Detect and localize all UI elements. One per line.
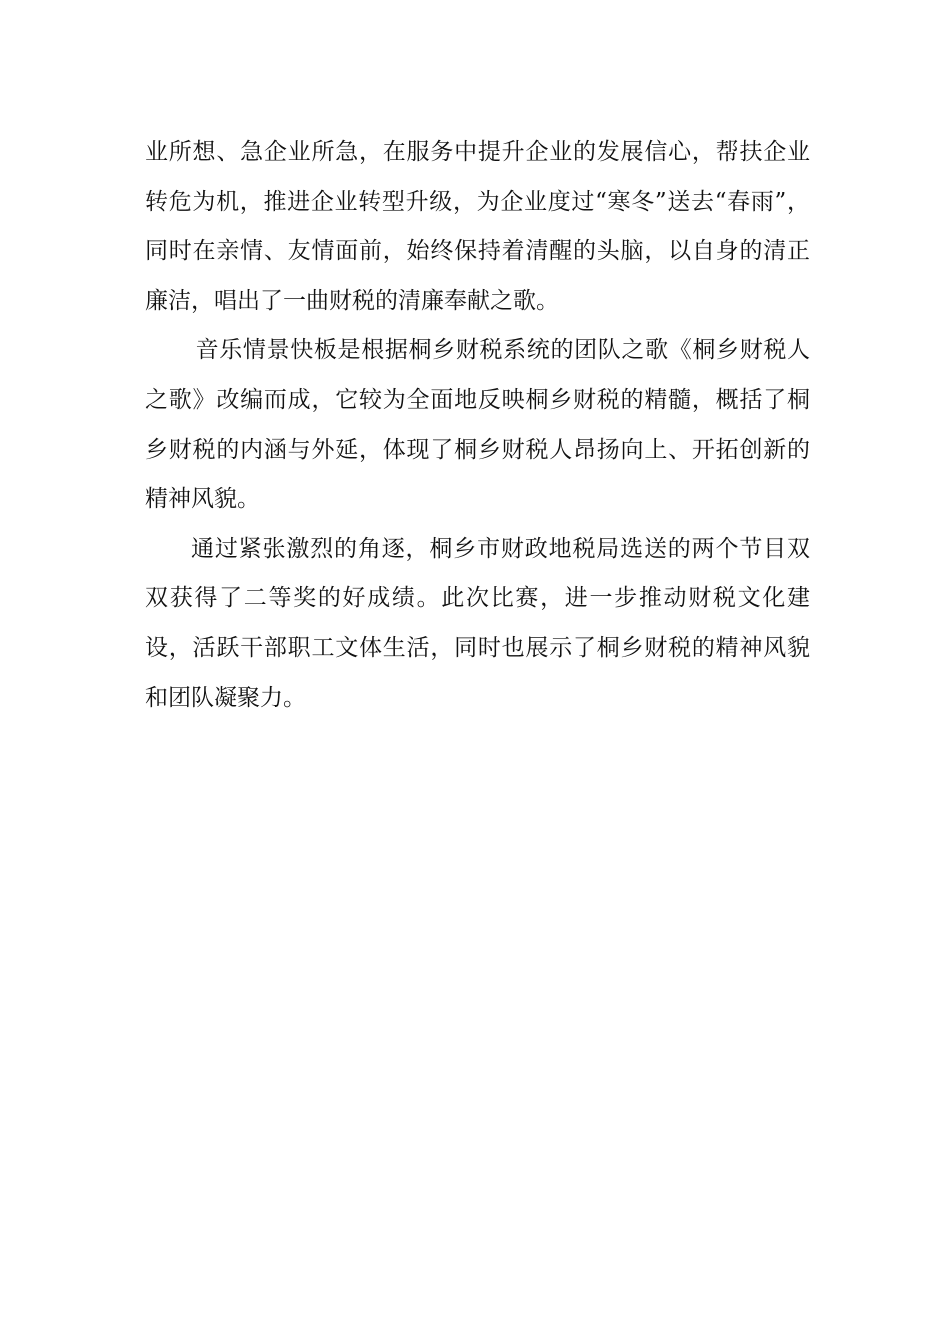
- paragraph-music-performance: 音乐情景快板是根据桐乡财税系统的团队之歌《桐乡财税人之歌》改编而成，它较为全面地反映桐乡财税的精髓，概括了桐乡财税的内涵与外延，体现了桐乡财税人昂扬向上、开拓创新的精神风貌。: [145, 337, 810, 513]
- paragraph-competition-result: 通过紧张激烈的角逐，桐乡市财政地税局选送的两个节目双双获得了二等奖的好成绩。此次比赛，进一步推动财税文化建设，活跃干部职工文体生活，同时也展示了桐乡财税的精神风貌和团队凝聚力。: [145, 535, 810, 711]
- document-body: [145, 128, 810, 723]
- paragraph-continued: 业所想、急企业所急，在服务中提升企业的发展信心，帮扶企业转危为机，推进企业转型升级，为企业度过“寒冬”送去“春雨”，同时在亲情、友情面前，始终保持着清醒的头脑，以自身的清正廉洁，唱出了一曲财税的清廉奉献之歌。: [145, 139, 810, 314]
